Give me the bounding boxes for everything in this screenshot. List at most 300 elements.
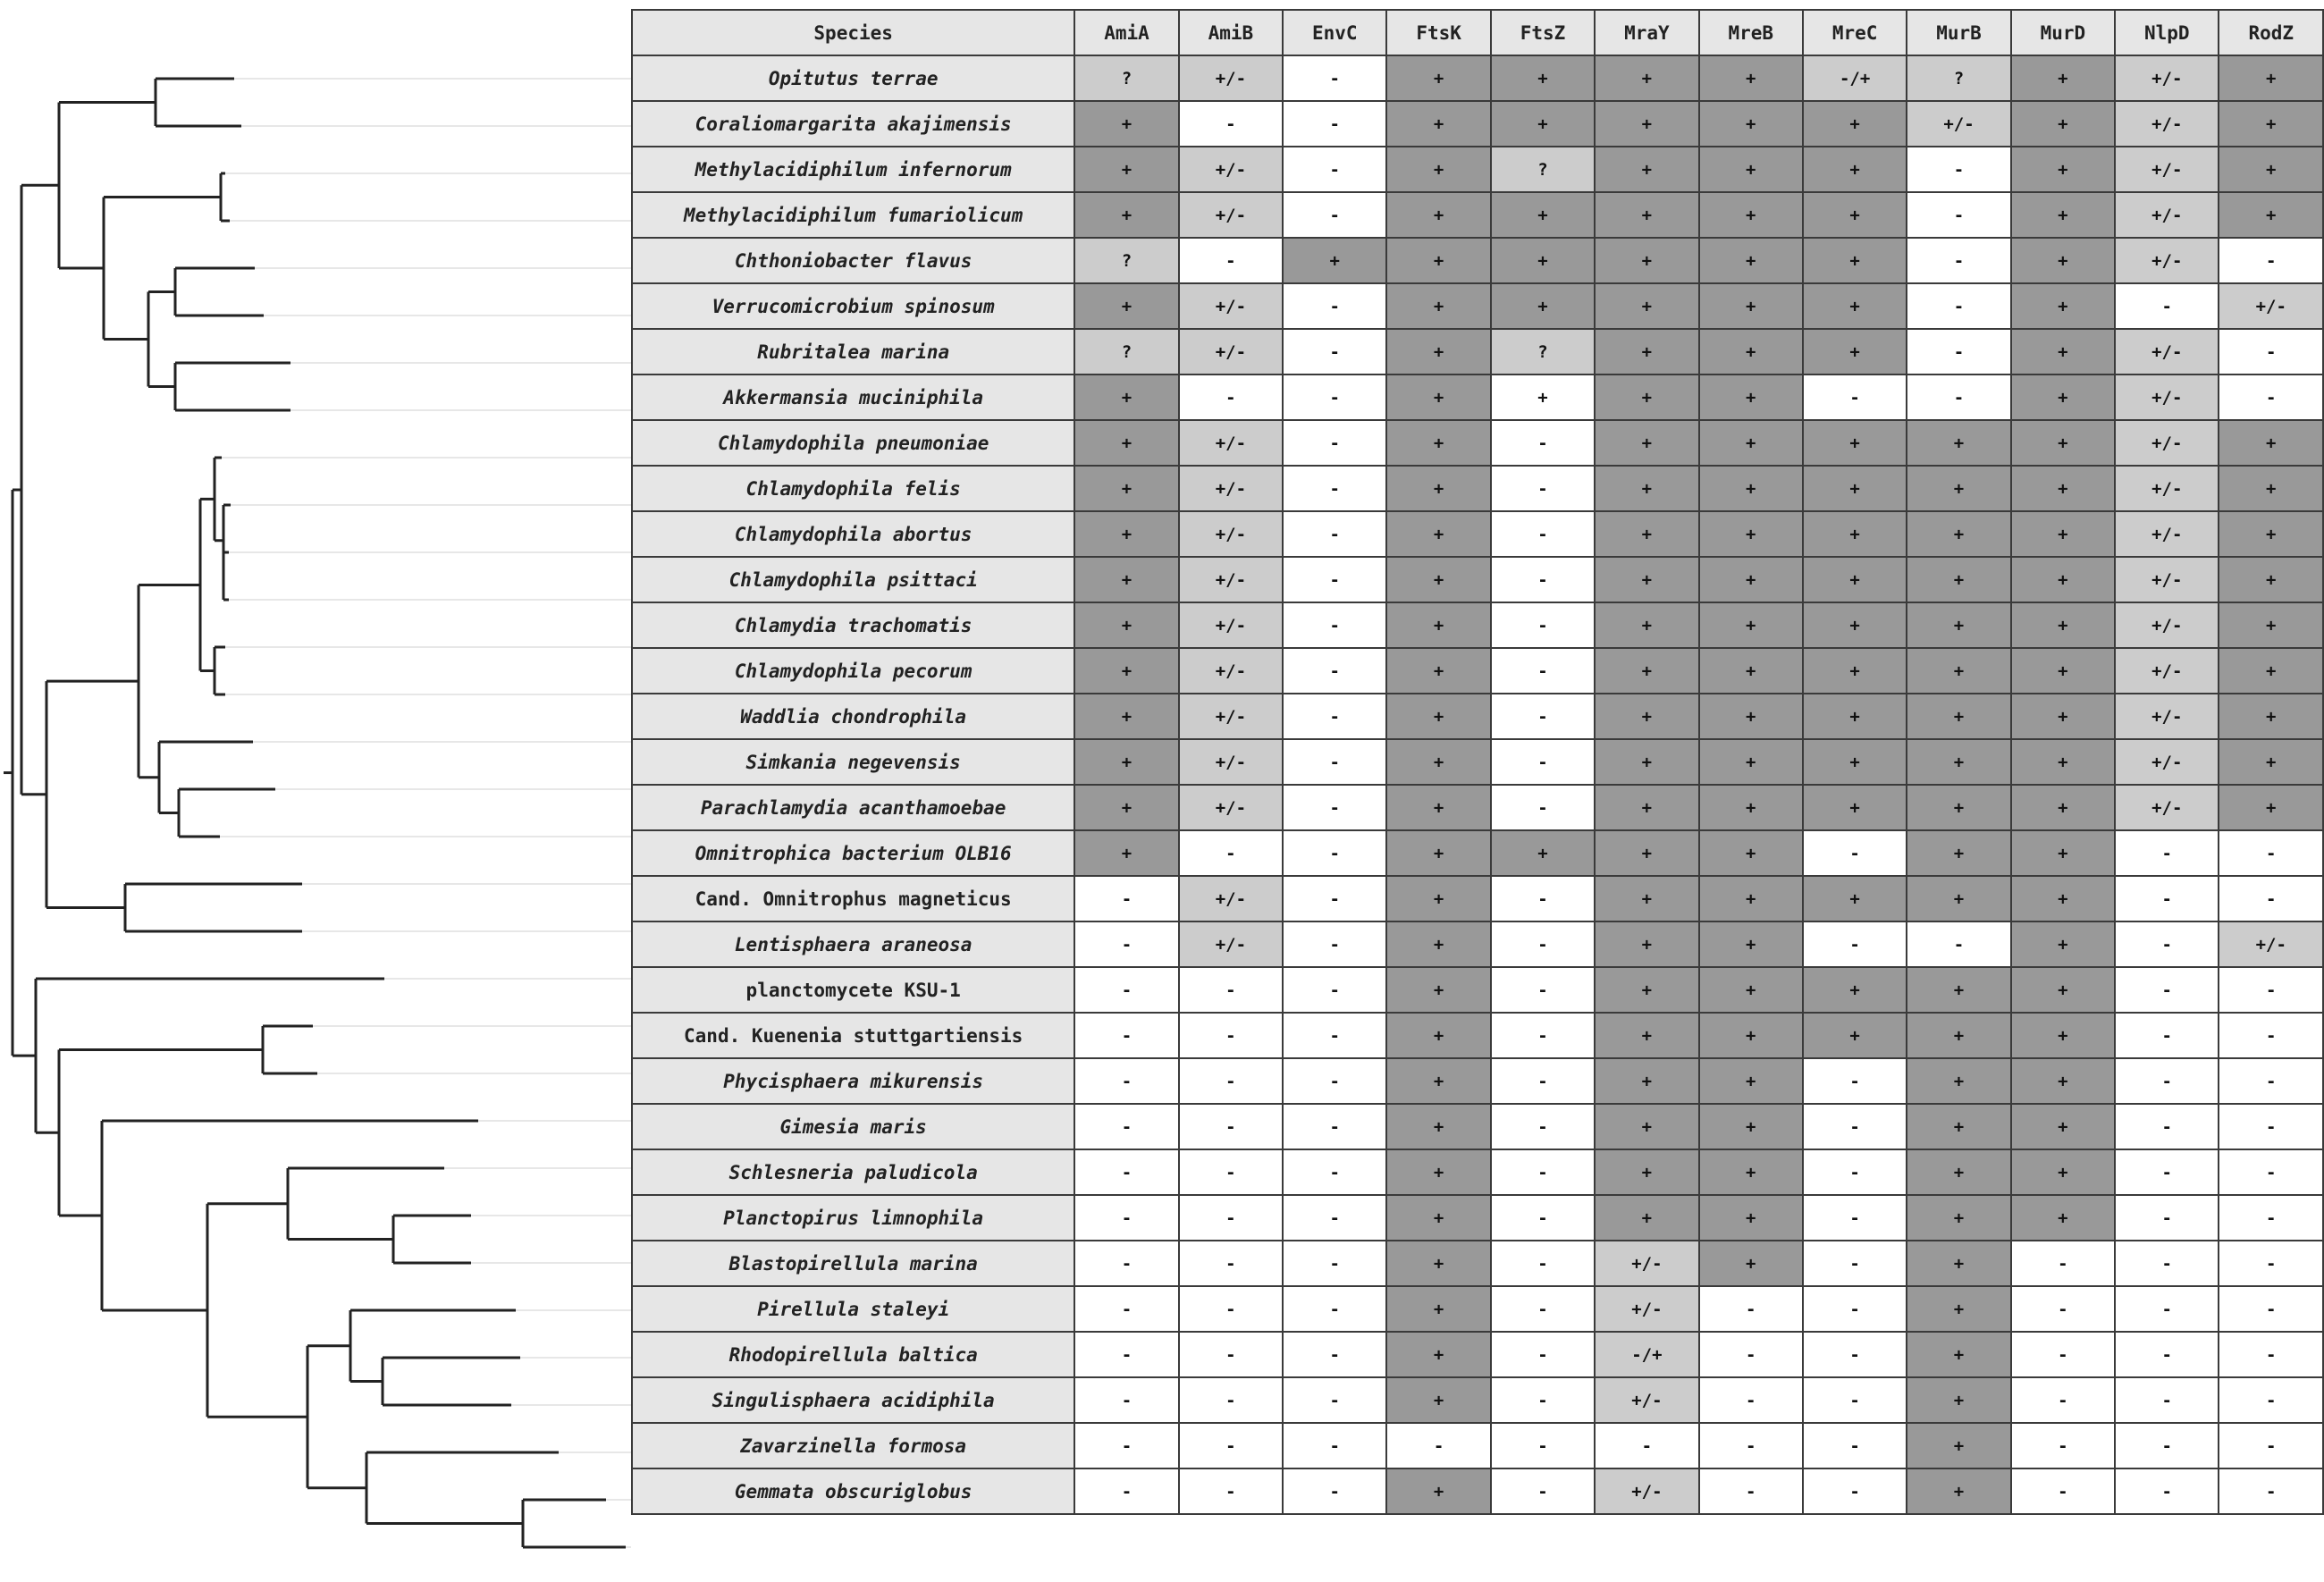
gene-presence-cell: - [1491,785,1595,830]
gene-presence-cell: - [1699,1377,1803,1423]
gene-presence-cell: + [1386,283,1490,329]
species-name-cell: Opitutus terrae [632,55,1074,101]
gene-presence-cell: - [2115,1149,2219,1195]
gene-presence-cell: - [2219,1332,2323,1377]
gene-presence-cell: + [1386,739,1490,785]
gene-presence-cell: + [2011,648,2115,694]
gene-presence-cell: + [1386,1377,1490,1423]
gene-presence-cell: - [1283,511,1386,557]
gene-presence-cell: - [2115,1423,2219,1468]
gene-presence-cell: - [1179,1104,1283,1149]
gene-presence-cell: - [2219,1013,2323,1058]
gene-presence-cell: + [1907,420,2010,466]
gene-presence-cell: + [2011,55,2115,101]
gene-presence-cell: + [1595,329,1698,374]
gene-presence-cell: +/- [2115,238,2219,283]
gene-presence-cell: + [1386,374,1490,420]
gene-presence-cell: - [1283,694,1386,739]
gene-presence-cell: + [1074,420,1178,466]
species-name-cell: Cand. Omnitrophus magneticus [632,876,1074,921]
gene-presence-cell: + [1386,876,1490,921]
gene-presence-cell: +/- [1179,55,1283,101]
gene-presence-cell: - [1283,1149,1386,1195]
gene-presence-cell: - [1283,602,1386,648]
gene-presence-cell: + [1699,238,1803,283]
gene-presence-cell: - [2011,1332,2115,1377]
table-row [632,830,2323,876]
gene-presence-cell: - [1491,739,1595,785]
gene-presence-cell: - [1074,1286,1178,1332]
species-name-cell: Rubritalea marina [632,329,1074,374]
gene-presence-cell: - [1283,1104,1386,1149]
gene-presence-cell: - [1179,374,1283,420]
gene-presence-cell: + [2219,101,2323,147]
gene-presence-cell: - [2219,967,2323,1013]
gene-presence-cell: + [1595,739,1698,785]
gene-presence-cell: + [1907,1195,2010,1241]
gene-presence-cell: - [2115,1332,2219,1377]
gene-presence-cell: + [1595,830,1698,876]
gene-presence-cell: - [1491,1286,1595,1332]
gene-presence-cell: - [1179,1468,1283,1514]
table-row [632,101,2323,147]
gene-presence-cell: - [2115,1241,2219,1286]
gene-presence-cell: +/- [1179,283,1283,329]
gene-presence-cell: + [2219,694,2323,739]
gene-presence-cell: + [1595,1195,1698,1241]
gene-presence-cell: + [1386,1286,1490,1332]
species-name-cell: Omnitrophica bacterium OLB16 [632,830,1074,876]
gene-presence-cell: - [2115,1195,2219,1241]
gene-presence-cell: +/- [2115,55,2219,101]
gene-presence-cell: - [1074,1332,1178,1377]
gene-presence-cell: - [1074,1468,1178,1514]
species-name-cell: Gemmata obscuriglobus [632,1468,1074,1514]
gene-presence-cell: + [1803,329,1907,374]
species-name-cell: Akkermansia muciniphila [632,374,1074,420]
gene-presence-cell: +/- [1179,785,1283,830]
gene-presence-cell: - [1699,1423,1803,1468]
gene-presence-cell: + [2011,511,2115,557]
species-name-cell: Methylacidiphilum fumariolicum [632,192,1074,238]
gene-presence-cell: + [1699,694,1803,739]
species-column-header: Species [632,10,1074,55]
gene-presence-cell: + [1386,1468,1490,1514]
gene-presence-cell: - [2219,1058,2323,1104]
gene-column-header: MurB [1907,10,2010,55]
gene-presence-cell: - [2219,374,2323,420]
gene-presence-cell: + [1595,466,1698,511]
gene-presence-cell: + [1595,602,1698,648]
gene-presence-cell: - [2115,1286,2219,1332]
gene-presence-cell: + [2011,694,2115,739]
gene-presence-cell: + [2011,921,2115,967]
gene-presence-cell: + [1907,1377,2010,1423]
gene-presence-cell: +/- [2115,147,2219,192]
species-name-cell: Planctopirus limnophila [632,1195,1074,1241]
gene-presence-cell: + [1803,238,1907,283]
gene-presence-cell: - [2219,1377,2323,1423]
gene-presence-cell: + [2011,785,2115,830]
gene-presence-cell: - [1283,785,1386,830]
gene-presence-cell: + [1491,55,1595,101]
gene-presence-cell: + [2011,557,2115,602]
table-row [632,1013,2323,1058]
species-name-cell: Chlamydophila pneumoniae [632,420,1074,466]
gene-presence-cell: - [1803,1423,1907,1468]
species-name-cell: Chlamydophila pecorum [632,648,1074,694]
gene-presence-cell: - [1283,739,1386,785]
gene-presence-cell: + [1595,374,1698,420]
gene-presence-cell: + [1803,147,1907,192]
gene-presence-cell: - [2219,830,2323,876]
gene-presence-cell: + [2011,739,2115,785]
gene-presence-cell: - [1283,329,1386,374]
gene-presence-cell: - [1283,283,1386,329]
species-name-cell: Pirellula staleyi [632,1286,1074,1332]
gene-presence-cell: - [1283,648,1386,694]
gene-presence-cell: - [1803,830,1907,876]
gene-presence-cell: + [1803,648,1907,694]
gene-presence-cell: +/- [2219,921,2323,967]
gene-presence-cell: +/- [1179,511,1283,557]
gene-presence-cell: - [2219,1241,2323,1286]
gene-presence-cell: + [2219,785,2323,830]
gene-presence-cell: + [1074,511,1178,557]
gene-presence-cell: + [1803,1013,1907,1058]
gene-presence-cell: + [1595,511,1698,557]
gene-presence-cell: - [1491,1332,1595,1377]
gene-presence-cell: + [1699,648,1803,694]
gene-presence-cell: - [1699,1286,1803,1332]
species-name-cell: Zavarzinella formosa [632,1423,1074,1468]
gene-presence-cell: - [2011,1241,2115,1286]
gene-presence-cell: + [1699,374,1803,420]
gene-presence-cell: + [2011,420,2115,466]
gene-presence-cell: + [1386,921,1490,967]
gene-presence-cell: - [1386,1423,1490,1468]
gene-presence-cell: + [2011,1104,2115,1149]
gene-presence-cell: +/- [1907,101,2010,147]
gene-presence-cell: + [2219,466,2323,511]
gene-presence-cell: - [2219,238,2323,283]
table-row [632,1149,2323,1195]
gene-presence-cell: + [1803,602,1907,648]
gene-presence-cell: + [1699,739,1803,785]
species-name-cell: Chthoniobacter flavus [632,238,1074,283]
gene-presence-cell: + [1803,967,1907,1013]
gene-presence-cell: + [1386,785,1490,830]
gene-presence-cell: - [1179,101,1283,147]
species-name-cell: Coraliomargarita akajimensis [632,101,1074,147]
gene-presence-cell: + [2011,1195,2115,1241]
gene-presence-cell: - [2219,876,2323,921]
gene-presence-cell: + [1386,1241,1490,1286]
species-name-cell: Singulisphaera acidiphila [632,1377,1074,1423]
gene-presence-cell: + [1907,830,2010,876]
gene-presence-cell: +/- [1595,1286,1698,1332]
gene-presence-cell: + [1595,55,1698,101]
table-row [632,329,2323,374]
table-row [632,557,2323,602]
species-name-cell: Blastopirellula marina [632,1241,1074,1286]
gene-presence-cell: - [1491,602,1595,648]
table-row [632,1423,2323,1468]
gene-presence-cell: + [1074,147,1178,192]
gene-presence-cell: - [2115,967,2219,1013]
gene-presence-cell: +/- [2115,420,2219,466]
gene-presence-cell: + [1699,602,1803,648]
species-name-cell: Gimesia maris [632,1104,1074,1149]
gene-presence-cell: + [2011,967,2115,1013]
gene-presence-cell: - [1491,420,1595,466]
species-name-cell: Chlamydophila felis [632,466,1074,511]
gene-presence-cell: - [1283,830,1386,876]
gene-presence-cell: + [1595,283,1698,329]
gene-presence-cell: - [1283,1332,1386,1377]
table-row [632,602,2323,648]
gene-presence-cell: - [2115,1468,2219,1514]
gene-presence-cell: - [1283,147,1386,192]
gene-presence-cell: - [1803,921,1907,967]
gene-column-header: MreB [1699,10,1803,55]
gene-presence-cell: + [1699,921,1803,967]
gene-presence-cell: + [1907,557,2010,602]
gene-presence-cell: + [1699,557,1803,602]
gene-presence-cell: +/- [1179,694,1283,739]
gene-presence-cell: +/- [2115,329,2219,374]
gene-presence-cell: + [1386,648,1490,694]
gene-presence-cell: + [1386,1332,1490,1377]
gene-presence-cell: + [1699,876,1803,921]
table-row [632,1195,2323,1241]
gene-presence-cell: + [1491,374,1595,420]
gene-presence-cell: + [1386,1104,1490,1149]
table-row [632,466,2323,511]
gene-presence-cell: - [1803,1241,1907,1286]
gene-presence-cell: - [1074,1195,1178,1241]
gene-presence-cell: - [1803,1149,1907,1195]
gene-presence-cell: - [1595,1423,1698,1468]
gene-presence-cell: +/- [2115,101,2219,147]
gene-presence-cell: - [2219,1468,2323,1514]
table-row [632,192,2323,238]
gene-presence-cell: + [1803,192,1907,238]
species-name-cell: Chlamydophila abortus [632,511,1074,557]
gene-presence-cell: + [1386,1149,1490,1195]
gene-presence-cell: + [1595,876,1698,921]
gene-presence-cell: - [1179,1241,1283,1286]
gene-presence-cell: + [1907,1058,2010,1104]
phylogenetic-tree [0,0,631,1582]
gene-presence-cell: + [1803,739,1907,785]
gene-presence-cell: + [1386,238,1490,283]
gene-presence-cell: - [1491,1013,1595,1058]
gene-presence-cell: - [2011,1286,2115,1332]
gene-presence-cell: - [1074,876,1178,921]
gene-presence-cell: + [1386,420,1490,466]
gene-presence-cell: + [2011,830,2115,876]
gene-presence-cell: - [1074,1423,1178,1468]
gene-presence-cell: +/- [1179,192,1283,238]
gene-presence-cell: - [1179,1286,1283,1332]
gene-presence-cell: +/- [2115,602,2219,648]
gene-presence-cell: + [1595,921,1698,967]
gene-presence-cell: + [1386,55,1490,101]
gene-presence-cell: - [1074,1377,1178,1423]
table-row [632,785,2323,830]
gene-presence-cell: +/- [2115,739,2219,785]
gene-presence-cell: +/- [1179,466,1283,511]
gene-presence-cell: ? [1491,329,1595,374]
gene-presence-cell: + [2011,876,2115,921]
gene-presence-cell: - [2219,1195,2323,1241]
gene-presence-cell: +/- [2115,648,2219,694]
gene-presence-cell: - [1491,511,1595,557]
gene-presence-cell: +/- [1595,1377,1698,1423]
gene-presence-cell: + [1386,1195,1490,1241]
gene-presence-cell: ? [1491,147,1595,192]
gene-presence-cell: + [1074,602,1178,648]
gene-presence-cell: - [1179,1058,1283,1104]
table-row [632,739,2323,785]
gene-presence-cell: - [2115,921,2219,967]
gene-column-header: MraY [1595,10,1698,55]
gene-presence-cell: + [1803,420,1907,466]
gene-presence-cell: + [1699,466,1803,511]
gene-presence-cell: - [1699,1332,1803,1377]
gene-presence-cell: + [2219,557,2323,602]
gene-presence-cell: - [1803,1377,1907,1423]
species-name-cell: Verrucomicrobium spinosum [632,283,1074,329]
gene-presence-cell: +/- [2115,192,2219,238]
gene-presence-cell: + [2011,1058,2115,1104]
gene-presence-cell: - [1491,1377,1595,1423]
gene-presence-cell: +/- [1179,739,1283,785]
gene-presence-cell: + [2011,192,2115,238]
gene-presence-cell: - [1283,55,1386,101]
table-row [632,283,2323,329]
table-row [632,511,2323,557]
gene-presence-cell: + [1699,1058,1803,1104]
gene-presence-cell: - [1283,420,1386,466]
gene-presence-cell: + [1595,1058,1698,1104]
table-row [632,55,2323,101]
gene-presence-cell: + [1907,1241,2010,1286]
gene-presence-cell: + [1595,1013,1698,1058]
gene-presence-cell: + [1595,1149,1698,1195]
gene-presence-cell: + [1907,739,2010,785]
gene-presence-cell: - [2011,1423,2115,1468]
gene-presence-cell: + [1595,101,1698,147]
table-row [632,1241,2323,1286]
gene-presence-cell: + [1074,374,1178,420]
gene-presence-cell: + [2011,466,2115,511]
gene-presence-cell: - [1283,1468,1386,1514]
gene-presence-cell: - [2115,876,2219,921]
gene-presence-cell: + [1491,238,1595,283]
gene-presence-cell: + [2011,374,2115,420]
species-name-cell: Parachlamydia acanthamoebae [632,785,1074,830]
gene-presence-cell: + [1699,785,1803,830]
gene-presence-cell: - [1283,1195,1386,1241]
gene-presence-cell: - [1907,238,2010,283]
gene-presence-cell: - [1491,1468,1595,1514]
gene-presence-cell: - [1283,876,1386,921]
gene-presence-cell: - [1283,1241,1386,1286]
gene-presence-cell: + [2011,101,2115,147]
gene-presence-cell: +/- [2115,785,2219,830]
gene-presence-cell: + [1491,101,1595,147]
gene-column-header: RodZ [2219,10,2323,55]
gene-presence-cell: +/- [1595,1241,1698,1286]
gene-presence-cell: - [1179,1377,1283,1423]
gene-presence-cell: + [2219,192,2323,238]
gene-presence-cell: - [1491,1149,1595,1195]
gene-column-header: MreC [1803,10,1907,55]
table-row [632,420,2323,466]
gene-presence-cell: + [1699,1104,1803,1149]
species-name-cell: Waddlia chondrophila [632,694,1074,739]
gene-presence-cell: - [1283,1058,1386,1104]
gene-presence-cell: + [2011,1013,2115,1058]
gene-column-header: AmiA [1074,10,1178,55]
gene-presence-cell: - [2115,1104,2219,1149]
species-name-cell: planctomycete KSU-1 [632,967,1074,1013]
gene-presence-cell: + [1699,55,1803,101]
gene-presence-cell: + [1699,192,1803,238]
table-row [632,921,2323,967]
gene-presence-cell: + [1907,511,2010,557]
gene-presence-cell: - [1907,283,2010,329]
gene-presence-cell: - [2011,1377,2115,1423]
gene-presence-cell: + [1595,192,1698,238]
gene-presence-table [631,9,2324,1515]
species-name-cell: Chlamydia trachomatis [632,602,1074,648]
gene-column-header: MurD [2011,10,2115,55]
species-name-cell: Schlesneria paludicola [632,1149,1074,1195]
gene-presence-cell: + [1595,420,1698,466]
gene-column-header: FtsZ [1491,10,1595,55]
gene-presence-cell: + [1907,1286,2010,1332]
gene-presence-cell: - [1179,1149,1283,1195]
gene-presence-cell: - [1803,1468,1907,1514]
gene-presence-cell: + [1699,101,1803,147]
species-name-cell: Cand. Kuenenia stuttgartiensis [632,1013,1074,1058]
gene-presence-cell: - [1283,101,1386,147]
gene-presence-cell: + [1699,1195,1803,1241]
gene-presence-cell: + [1595,785,1698,830]
gene-presence-cell: - [1074,1013,1178,1058]
gene-presence-cell: + [1907,1149,2010,1195]
gene-presence-cell: + [1699,283,1803,329]
gene-presence-cell: + [1074,192,1178,238]
gene-presence-cell: - [2219,1423,2323,1468]
gene-presence-cell: +/- [1179,420,1283,466]
gene-presence-cell: +/- [2115,374,2219,420]
gene-presence-cell: - [1907,329,2010,374]
gene-presence-cell: - [1283,466,1386,511]
gene-presence-cell: - [1179,830,1283,876]
table-row [632,1058,2323,1104]
gene-presence-cell: + [2011,329,2115,374]
table-row [632,1468,2323,1514]
gene-presence-cell: - [1907,374,2010,420]
gene-presence-cell: - [1074,967,1178,1013]
gene-presence-cell: + [2219,511,2323,557]
gene-presence-cell: - [1283,557,1386,602]
gene-presence-cell: + [1907,967,2010,1013]
